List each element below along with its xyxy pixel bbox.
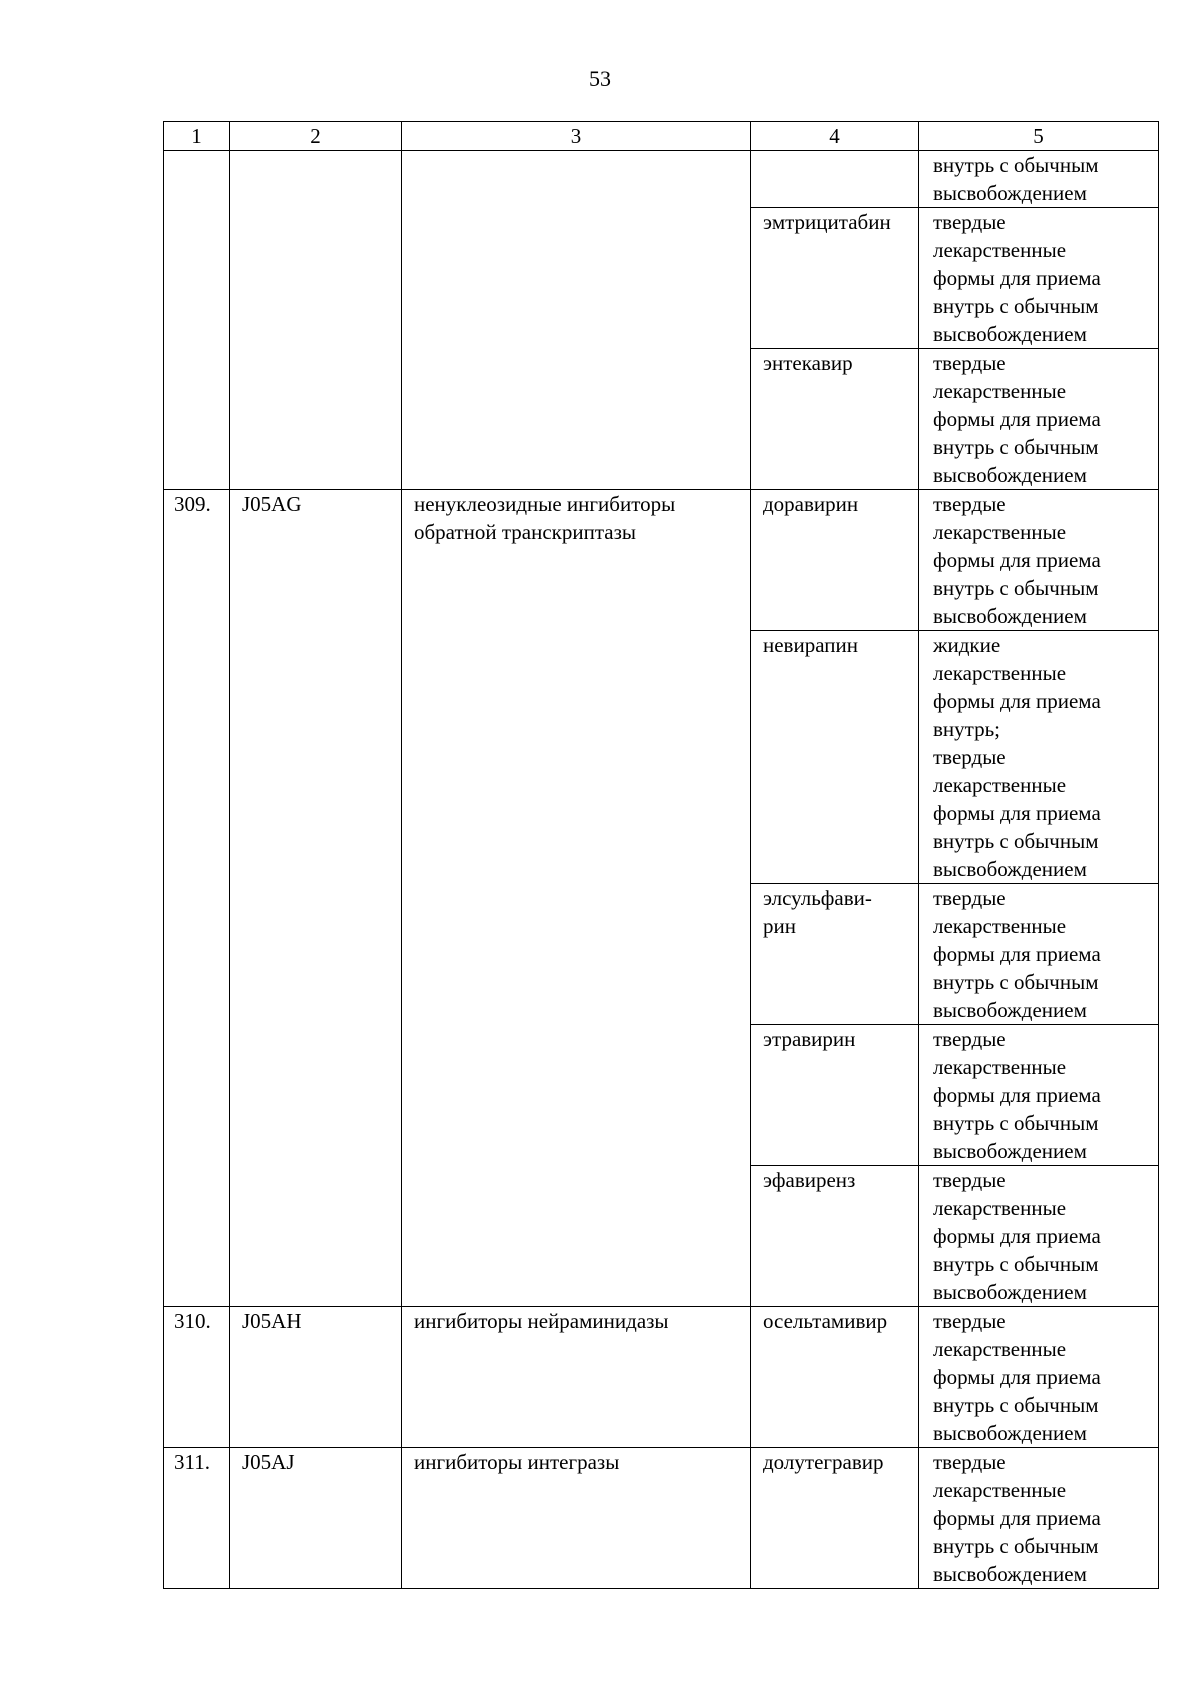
atc-code-cell: J05AJ <box>230 1448 402 1589</box>
dosage-form-cell: внутрь с обычным высвобождением <box>919 151 1159 208</box>
anatomic-therapeutic-group-cell: ингибиторы интегразы <box>402 1448 751 1589</box>
drug-name-cell: эфавиренз <box>751 1166 919 1307</box>
column-header: 1 <box>164 122 230 151</box>
dosage-form-cell: твердые лекарственные формы для приема внутрь с обычным высвобождением <box>919 1448 1159 1589</box>
drug-name-cell: энтекавир <box>751 349 919 490</box>
dosage-form-cell: твердые лекарственные формы для приема внутрь с обычным высвобождением <box>919 490 1159 631</box>
row-number-cell: 309. <box>164 490 230 1307</box>
drug-name-cell: невирапин <box>751 631 919 884</box>
dosage-form-cell: твердые лекарственные формы для приема внутрь с обычным высвобождением <box>919 208 1159 349</box>
dosage-form-cell: твердые лекарственные формы для приема внутрь с обычным высвобождением <box>919 349 1159 490</box>
header-row <box>164 122 1159 151</box>
page-number: 53 <box>589 66 611 91</box>
dosage-form-cell: твердые лекарственные формы для приема внутрь с обычным высвобождением <box>919 1166 1159 1307</box>
column-header: 5 <box>919 122 1159 151</box>
row-number-cell: 310. <box>164 1307 230 1448</box>
dosage-form-cell: твердые лекарственные формы для приема внутрь с обычным высвобождением <box>919 884 1159 1025</box>
anatomic-therapeutic-group-cell: ненуклеозидные ингибиторы обратной транскриптазы <box>402 490 751 1307</box>
atc-code-cell <box>230 151 402 490</box>
row-number-cell <box>164 151 230 490</box>
row-number-cell: 311. <box>164 1448 230 1589</box>
drug-table <box>163 121 1159 1589</box>
drug-name-cell: элсульфави- рин <box>751 884 919 1025</box>
drug-name-cell: осельтамивир <box>751 1307 919 1448</box>
drug-name-cell: долутегравир <box>751 1448 919 1589</box>
column-header: 4 <box>751 122 919 151</box>
dosage-form-cell: твердые лекарственные формы для приема внутрь с обычным высвобождением <box>919 1307 1159 1448</box>
table-row <box>164 1448 1159 1589</box>
anatomic-therapeutic-group-cell: ингибиторы нейраминидазы <box>402 1307 751 1448</box>
table-row <box>164 151 1159 208</box>
drug-name-cell: этравирин <box>751 1025 919 1166</box>
table-row <box>164 1307 1159 1448</box>
column-header: 2 <box>230 122 402 151</box>
atc-code-cell: J05AH <box>230 1307 402 1448</box>
drug-name-cell: эмтрицитабин <box>751 208 919 349</box>
dosage-form-cell: жидкие лекарственные формы для приема внутрь; твердые лекарственные формы для приема внутрь с обычным высвобождением <box>919 631 1159 884</box>
dosage-form-cell: твердые лекарственные формы для приема внутрь с обычным высвобождением <box>919 1025 1159 1166</box>
table-row <box>164 490 1159 631</box>
atc-code-cell: J05AG <box>230 490 402 1307</box>
anatomic-therapeutic-group-cell <box>402 151 751 490</box>
column-header: 3 <box>402 122 751 151</box>
table-body <box>164 151 1159 1589</box>
drug-name-cell: доравирин <box>751 490 919 631</box>
drug-name-cell <box>751 151 919 208</box>
